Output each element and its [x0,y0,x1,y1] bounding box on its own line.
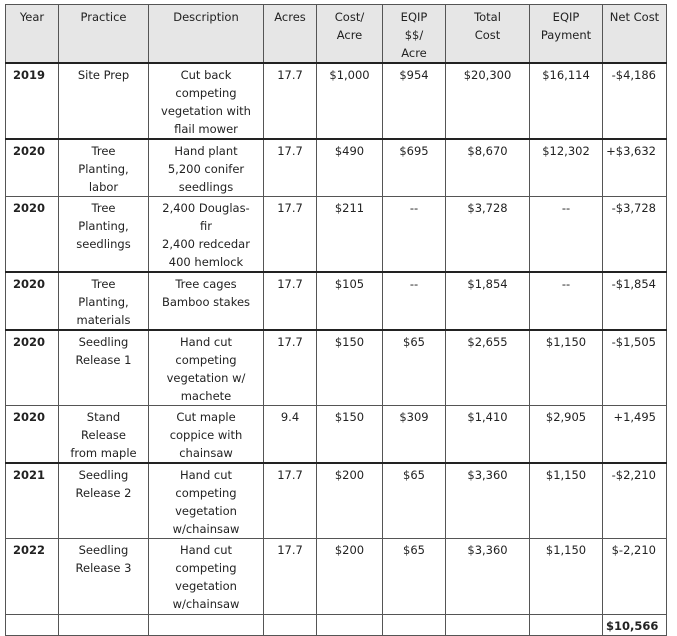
cell-total-cost: $3,360 [446,463,530,539]
header-net-cost: Net Cost [603,5,667,64]
cell-eqip-payment: $1,150 [530,539,603,615]
header-practice: Practice [59,5,149,64]
cell-description: Cut maple coppice with chainsaw [149,406,264,464]
empty-cell [383,615,446,636]
cell-eqip-payment: $2,905 [530,406,603,464]
cell-net-cost: -$1,505 [603,330,667,406]
cell-cost-acre: $105 [317,272,383,330]
cell-year: 2020 [6,139,59,197]
cell-eqip-acre: $65 [383,463,446,539]
cell-acres: 17.7 [264,139,317,197]
cell-year: 2022 [6,539,59,615]
cell-practice: Stand Release from maple [59,406,149,464]
cell-description: Hand cut competing vegetation w/ machete [149,330,264,406]
cell-cost-acre: $1,000 [317,63,383,139]
cell-cost-acre: $200 [317,463,383,539]
total-row [6,615,667,636]
cell-total-cost: $20,300 [446,63,530,139]
empty-cell [446,615,530,636]
cell-eqip-payment: $1,150 [530,330,603,406]
table-row [6,63,667,139]
cell-acres: 17.7 [264,63,317,139]
empty-cell [149,615,264,636]
cell-description: 2,400 Douglas- fir 2,400 redcedar 400 hemlock [149,197,264,273]
cell-year: 2020 [6,330,59,406]
cell-net-cost: +$3,632 [603,139,667,197]
cell-practice: Seedling Release 3 [59,539,149,615]
cell-cost-acre: $211 [317,197,383,273]
cell-cost-acre: $150 [317,406,383,464]
header-eqip-payment: EQIP Payment [530,5,603,64]
cell-net-cost: $-2,210 [603,539,667,615]
cell-total-cost: $3,728 [446,197,530,273]
header-eqip-acre: EQIP $$/ Acre [383,5,446,64]
cell-practice: Tree Planting, labor [59,139,149,197]
empty-cell [317,615,383,636]
cell-practice: Tree Planting, materials [59,272,149,330]
table-row [6,539,667,615]
cell-acres: 17.7 [264,539,317,615]
empty-cell [6,615,59,636]
cell-acres: 17.7 [264,272,317,330]
cell-eqip-acre: -- [383,197,446,273]
cell-net-cost: -$2,210 [603,463,667,539]
cell-practice: Seedling Release 1 [59,330,149,406]
cell-eqip-payment: $16,114 [530,63,603,139]
empty-cell [59,615,149,636]
cell-total-cost: $1,410 [446,406,530,464]
header-description: Description [149,5,264,64]
table-row [6,330,667,406]
cell-eqip-acre: $65 [383,330,446,406]
table-row [6,406,667,464]
cell-description: Tree cages Bamboo stakes [149,272,264,330]
cell-eqip-acre: $309 [383,406,446,464]
cell-year: 2019 [6,63,59,139]
cell-net-cost: -$3,728 [603,197,667,273]
cell-year: 2020 [6,272,59,330]
header-acres: Acres [264,5,317,64]
cell-year: 2020 [6,197,59,273]
cell-description: Hand cut competing vegetation w/chainsaw [149,539,264,615]
cell-year: 2021 [6,463,59,539]
cell-acres: 17.7 [264,330,317,406]
table-row [6,197,667,273]
cost-table [5,4,667,636]
cell-practice: Site Prep [59,63,149,139]
cell-eqip-acre: $954 [383,63,446,139]
empty-cell [264,615,317,636]
empty-cell [530,615,603,636]
cell-net-cost: -$4,186 [603,63,667,139]
cell-year: 2020 [6,406,59,464]
cell-description: Hand cut competing vegetation w/chainsaw [149,463,264,539]
header-year: Year [6,5,59,64]
cell-cost-acre: $150 [317,330,383,406]
cell-eqip-acre: $65 [383,539,446,615]
table-row [6,139,667,197]
header-cost-acre: Cost/ Acre [317,5,383,64]
cell-description: Hand plant 5,200 conifer seedlings [149,139,264,197]
cell-total-cost: $1,854 [446,272,530,330]
cell-total-cost: $3,360 [446,539,530,615]
cell-net-cost: +1,495 [603,406,667,464]
cell-cost-acre: $490 [317,139,383,197]
cell-acres: 17.7 [264,197,317,273]
cell-acres: 17.7 [264,463,317,539]
table-row [6,272,667,330]
cell-eqip-payment: -- [530,197,603,273]
cell-practice: Seedling Release 2 [59,463,149,539]
cell-description: Cut back competing vegetation with flail mower [149,63,264,139]
cell-cost-acre: $200 [317,539,383,615]
table-row [6,463,667,539]
cell-eqip-payment: $12,302 [530,139,603,197]
cell-eqip-acre: -- [383,272,446,330]
cell-practice: Tree Planting, seedlings [59,197,149,273]
cell-total-cost: $2,655 [446,330,530,406]
cell-eqip-acre: $695 [383,139,446,197]
cell-net-total: $10,566 [603,615,667,636]
cell-eqip-payment: $1,150 [530,463,603,539]
header-total-cost: Total Cost [446,5,530,64]
cell-total-cost: $8,670 [446,139,530,197]
cell-eqip-payment: -- [530,272,603,330]
header-row [6,5,667,64]
cell-acres: 9.4 [264,406,317,464]
cell-net-cost: -$1,854 [603,272,667,330]
